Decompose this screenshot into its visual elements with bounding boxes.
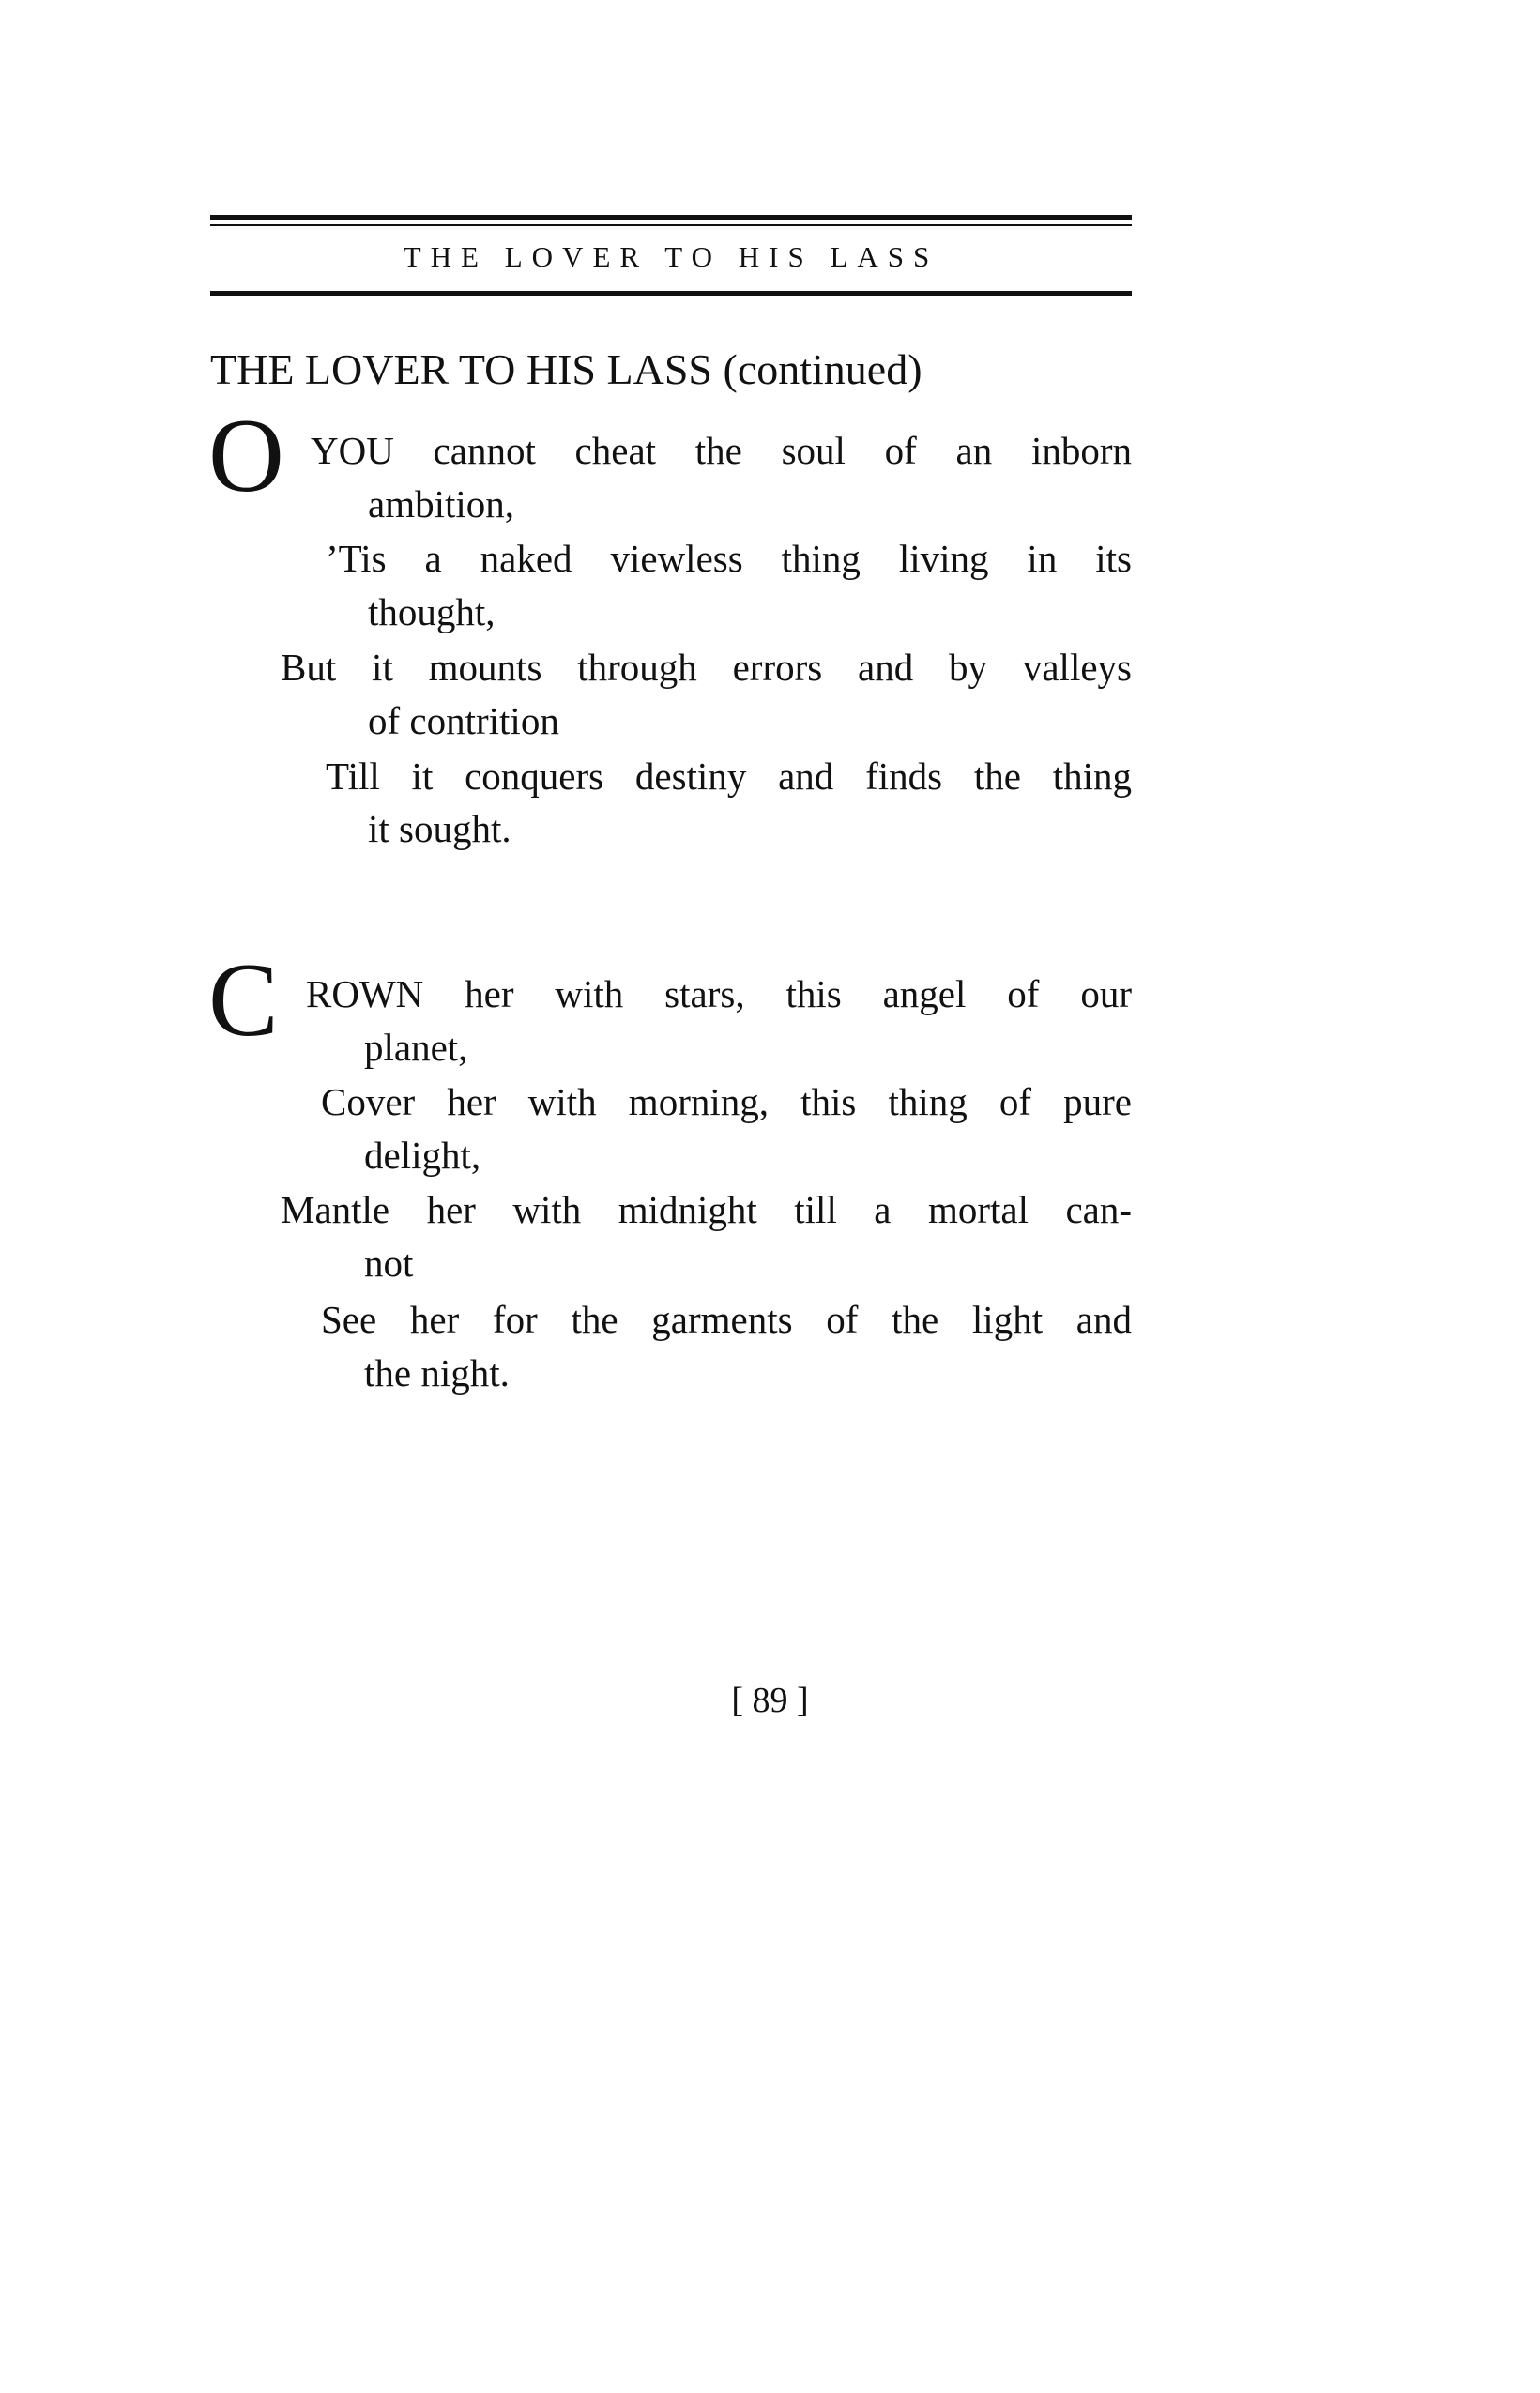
header-rule-top — [210, 215, 1132, 220]
verse-line-continuation: thought, — [368, 590, 496, 633]
verse-line-continuation: the night. — [364, 1351, 510, 1395]
poem-title: THE LOVER TO HIS LASS (continued) — [210, 345, 922, 393]
verse-line: Till it conquers destiny and finds the thing — [326, 754, 1132, 798]
drop-cap: O — [208, 398, 284, 514]
header-rule-bottom — [210, 291, 1132, 296]
running-head: THE LOVER TO HIS LASS — [403, 240, 939, 273]
verse-line: See her for the garments of the light and — [321, 1298, 1132, 1341]
verse-line: But it mounts through errors and by valleys — [281, 646, 1132, 689]
verse-line: ROWN her with stars, this angel of our — [306, 972, 1132, 1015]
verse-line-continuation: of contrition — [368, 699, 559, 742]
verse-line: Mantle her with midnight till a mortal can- — [281, 1188, 1132, 1231]
verse-line-continuation: it sought. — [368, 807, 511, 850]
verse-line: YOU cannot cheat the soul of an inborn — [311, 429, 1132, 472]
page-number: [ 89 ] — [731, 1681, 809, 1720]
verse-line: ’Tis a naked viewless thing living in its — [326, 537, 1132, 580]
verse-line-continuation: not — [364, 1242, 414, 1285]
verse-line: Cover her with morning, this thing of pure — [321, 1080, 1132, 1123]
verse-line-continuation: ambition, — [368, 482, 515, 526]
drop-cap: C — [208, 942, 279, 1059]
verse-line-continuation: delight, — [364, 1134, 481, 1177]
verse-line-continuation: planet, — [364, 1026, 468, 1069]
header-rule-top-thin — [210, 224, 1132, 226]
